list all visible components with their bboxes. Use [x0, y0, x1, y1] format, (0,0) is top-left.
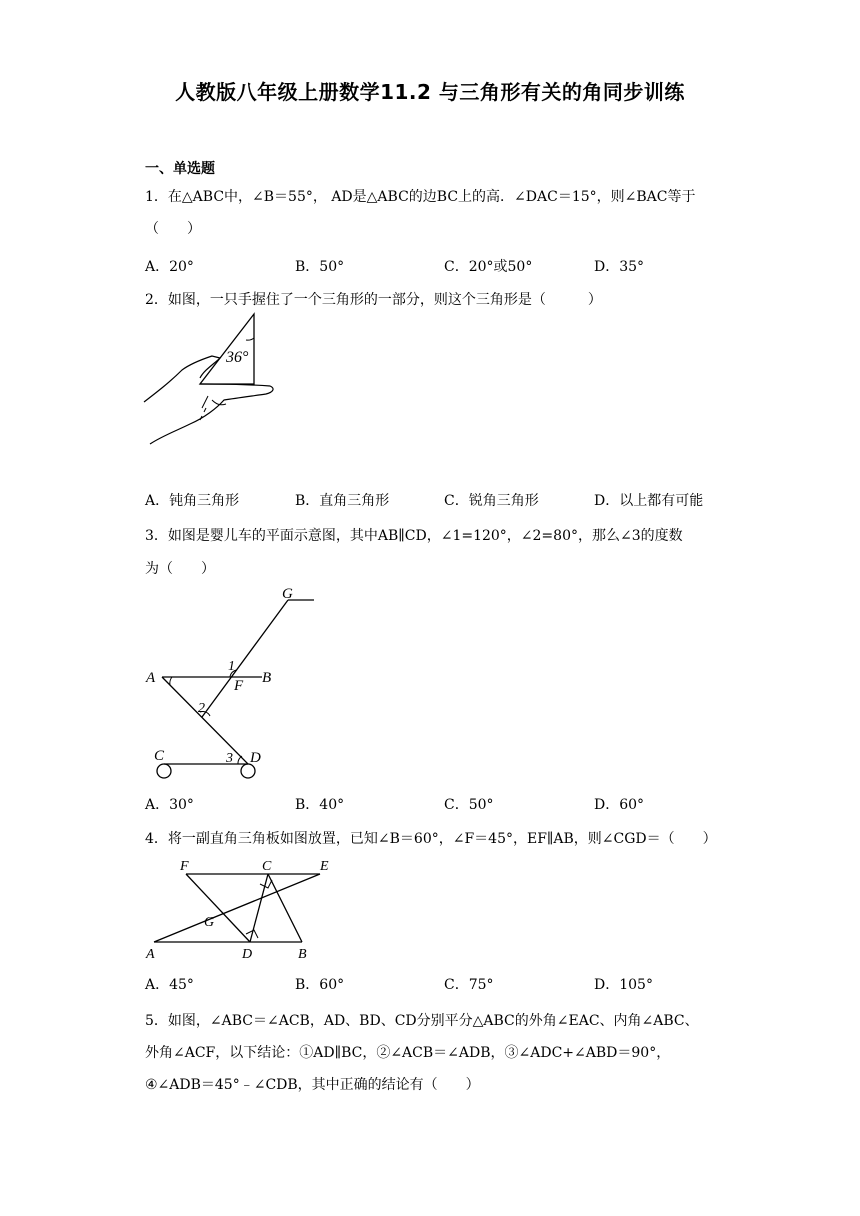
question-2-option-b: B．直角三角形: [295, 493, 390, 509]
question-3-option-d: D．60°: [594, 797, 645, 813]
question-5-stem-line3: ④∠ADB＝45°﹣∠CDB，其中正确的结论有（ ）: [145, 1077, 480, 1093]
question-5-stem-line2: 外角∠ACF，以下结论：①AD∥BC，②∠ACB＝∠ADB，③∠ADC+∠ABD＝90°，: [145, 1045, 671, 1061]
question-3-figure-stroller: [142, 582, 332, 782]
question-2-stem-line1: 2．如图，一只手握住了一个三角形的一部分，则这个三角形是（ ）: [145, 292, 602, 308]
question-5-stem-line1: 5．如图，∠ABC＝∠ACB，AD、BD、CD分别平分△ABC的外角∠EAC、内角∠ABC、: [145, 1013, 699, 1029]
question-3-label-g: G: [282, 586, 293, 602]
document-title: 人教版八年级上册数学11.2 与三角形有关的角同步训练: [175, 80, 685, 104]
question-1-option-c: C．20°或50°: [444, 259, 533, 275]
question-4-option-a: A．45°: [145, 977, 194, 993]
question-4-stem-line1: 4．将一副直角三角板如图放置，已知∠B＝60°，∠F＝45°，EF∥AB，则∠CGD＝（ ）: [145, 831, 717, 847]
question-4-label-e: E: [320, 859, 329, 874]
question-3-label-2: 2: [198, 701, 205, 716]
question-3-stem-line2: 为（ ）: [145, 561, 215, 577]
question-4-label-g: G: [204, 915, 215, 930]
question-4-option-c: C．75°: [444, 977, 494, 993]
question-3-option-a: A．30°: [145, 797, 194, 813]
question-3-option-b: B．40°: [295, 797, 345, 813]
question-3-label-3: 3: [226, 751, 233, 766]
question-3-stem-line1: 3．如图是婴儿车的平面示意图，其中AB∥CD，∠1=120°，∠2=80°，那么∠3的度数: [145, 528, 683, 544]
question-3-label-d: D: [250, 750, 261, 766]
section-heading: 一、单选题: [145, 161, 215, 177]
question-4-label-d: D: [242, 947, 253, 962]
question-2-option-c: C．锐角三角形: [444, 493, 539, 509]
question-4-figure-triangles: [142, 854, 342, 964]
question-4-label-a: A: [146, 947, 155, 962]
question-1-option-d: D．35°: [594, 259, 645, 275]
question-3-label-1: 1: [228, 659, 235, 674]
question-4-option-d: D．105°: [594, 977, 653, 993]
question-3-label-f: F: [234, 678, 244, 694]
question-3-label-c: C: [154, 748, 165, 764]
question-4-label-c: C: [262, 859, 272, 874]
question-1-option-b: B．50°: [295, 259, 345, 275]
question-2-option-a: A．钝角三角形: [145, 493, 240, 509]
question-3-label-b: B: [262, 670, 272, 686]
question-4-label-b: B: [298, 947, 307, 962]
question-2-angle-label: 36°: [226, 349, 249, 366]
question-3-option-c: C．50°: [444, 797, 494, 813]
question-3-label-a: A: [146, 670, 156, 686]
question-1-stem-line2: （ ）: [145, 221, 201, 237]
question-2-option-d: D．以上都有可能: [594, 493, 704, 509]
question-1-option-a: A．20°: [145, 259, 194, 275]
question-2-figure-hand-triangle: [142, 312, 282, 452]
question-4-option-b: B．60°: [295, 977, 345, 993]
question-1-stem-line1: 1．在△ABC中，∠B＝55°， AD是△ABC的边BC上的高．∠DAC＝15°，则∠BAC等于: [145, 189, 696, 205]
question-4-label-f: F: [180, 859, 189, 874]
